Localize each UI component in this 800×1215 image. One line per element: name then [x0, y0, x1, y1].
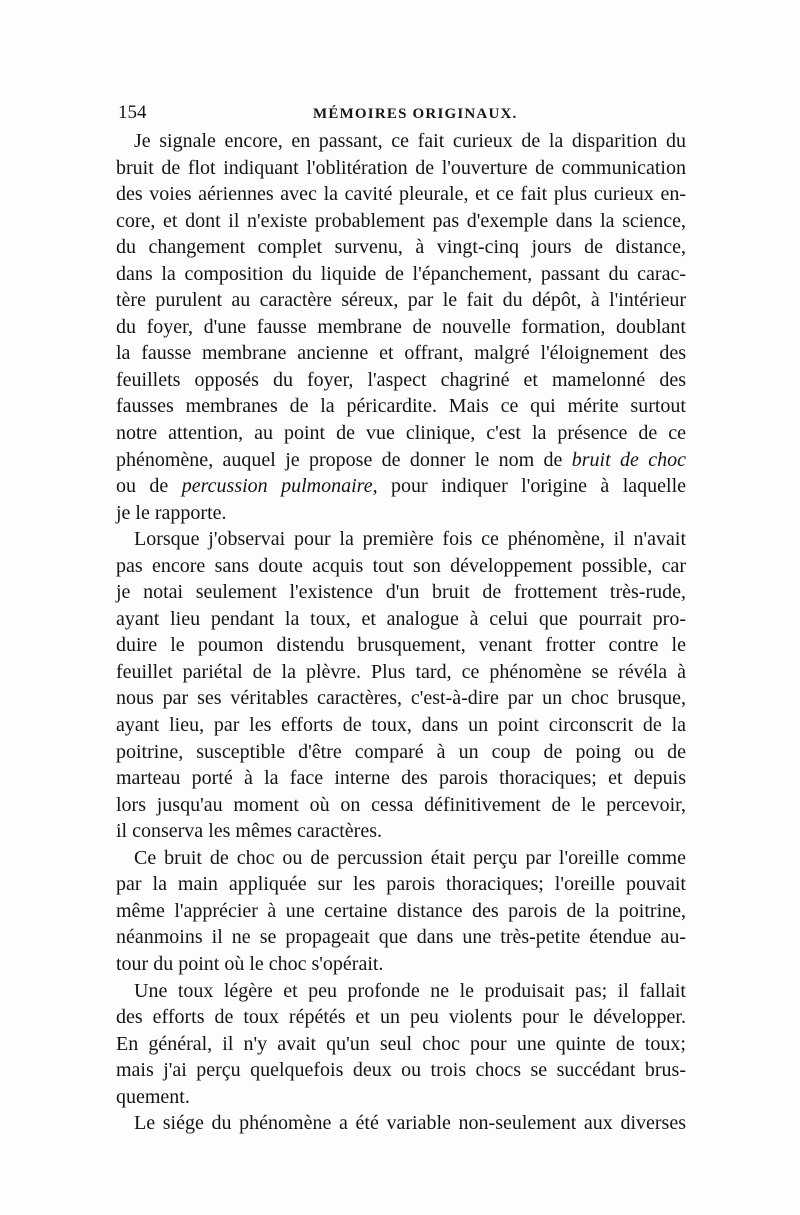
text-line: marteau porté à la face interne des parois thoraciques; et depuis [116, 767, 686, 790]
paragraph-3 [116, 845, 686, 978]
paragraph-2 [116, 526, 686, 845]
text-line: poitrine, susceptible d'être comparé à un coup de poing ou de [116, 740, 686, 763]
text-line: il conserva les mêmes caractères. [116, 820, 382, 843]
text-line: ayant lieu, par les efforts de toux, dans un point circonscrit de la [116, 714, 686, 737]
text-segment: pour indiquer l'origine à laquelle [391, 475, 687, 498]
text-line: lors jusqu'au moment où on cessa définitivement de le percevoir, [116, 793, 686, 816]
page-number: 154 [118, 102, 147, 123]
body-text [116, 128, 686, 1137]
text-line: core, et dont il n'existe probablement pas d'exemple dans la science, [116, 209, 686, 232]
paragraph-5 [116, 1110, 686, 1137]
text-line: du foyer, d'une fausse membrane de nouvelle formation, doublant [116, 315, 686, 338]
italic-term: percussion pulmonaire, [181, 475, 378, 498]
text-segment: ou de [116, 475, 169, 498]
page-header [118, 101, 690, 125]
text-segment: phénomène, auquel je propose de donner le nom de [116, 448, 563, 471]
text-line: feuillet pariétal de la plèvre. Plus tard, ce phénomène se révéla à [116, 660, 686, 683]
text-line: dans la composition du liquide de l'épanchement, passant du carac- [116, 262, 686, 285]
text-line: Ce bruit de choc ou de percussion était perçu par l'oreille comme [134, 846, 686, 869]
text-line: tère purulent au caractère séreux, par le fait du dépôt, à l'intérieur [116, 289, 686, 312]
text-line: par la main appliquée sur les parois thoraciques; l'oreille pouvait [116, 873, 686, 896]
text-line: du changement complet survenu, à vingt-cinq jours de distance, [116, 236, 686, 259]
running-title: MÉMOIRES ORIGINAUX. [313, 106, 518, 122]
text-line: des efforts de toux répétés et un peu violents pour le développer. [116, 1006, 686, 1029]
text-line: même l'apprécier à une certaine distance des parois de la poitrine, [116, 899, 686, 922]
text-line: feuillets opposés du foyer, l'aspect chagriné et mamelonné des [116, 368, 686, 391]
text-line: mais j'ai perçu quelquefois deux ou trois chocs se succédant brus- [116, 1059, 686, 1082]
text-line: nous par ses véritables caractères, c'est-à-dire par un choc brusque, [116, 687, 686, 710]
paragraph-4 [116, 978, 686, 1111]
text-line: fausses membranes de la péricardite. Mais ce qui mérite surtout [116, 395, 686, 418]
italic-term: bruit de choc [571, 448, 686, 471]
text-line: En général, il n'y avait qu'un seul choc pour une quinte de toux; [116, 1032, 686, 1055]
text-line: des voies aériennes avec la cavité pleurale, et ce fait plus curieux en- [116, 183, 686, 206]
text-line: Je signale encore, en passant, ce fait curieux de la disparition du [134, 130, 686, 152]
text-line: pas encore sans doute acquis tout son développement possible, car [116, 554, 686, 577]
text-line: notre attention, au point de vue clinique, c'est la présence de ce [116, 422, 686, 445]
text-line: duire le poumon distendu brusquement, venant frotter contre le [116, 634, 686, 657]
text-line: la fausse membrane ancienne et offrant, malgré l'éloignement des [116, 342, 686, 365]
text-line: Lorsque j'observai pour la première fois ce phénomène, il n'avait [134, 528, 686, 551]
text-line [116, 473, 686, 500]
text-line: ayant lieu pendant la toux, et analogue à celui que pourrait pro- [116, 607, 686, 630]
text-line: quement. [116, 1085, 190, 1108]
text-line: néanmoins il ne se propageait que dans une très-petite étendue au- [116, 926, 686, 949]
text-line [116, 447, 686, 474]
paragraph-1 [116, 128, 686, 526]
text-line: tour du point où le choc s'opérait. [116, 952, 384, 975]
text-line: Une toux légère et peu profonde ne le produisait pas; il fallait [134, 979, 686, 1002]
text-line: Le siége du phénomène a été variable non-seulement aux diverses [134, 1112, 686, 1135]
text-line: je notai seulement l'existence d'un bruit de frottement très-rude, [116, 581, 686, 604]
text-line: bruit de flot indiquant l'oblitération de l'ouverture de communication [116, 156, 686, 179]
text-line: je le rapporte. [116, 501, 227, 524]
